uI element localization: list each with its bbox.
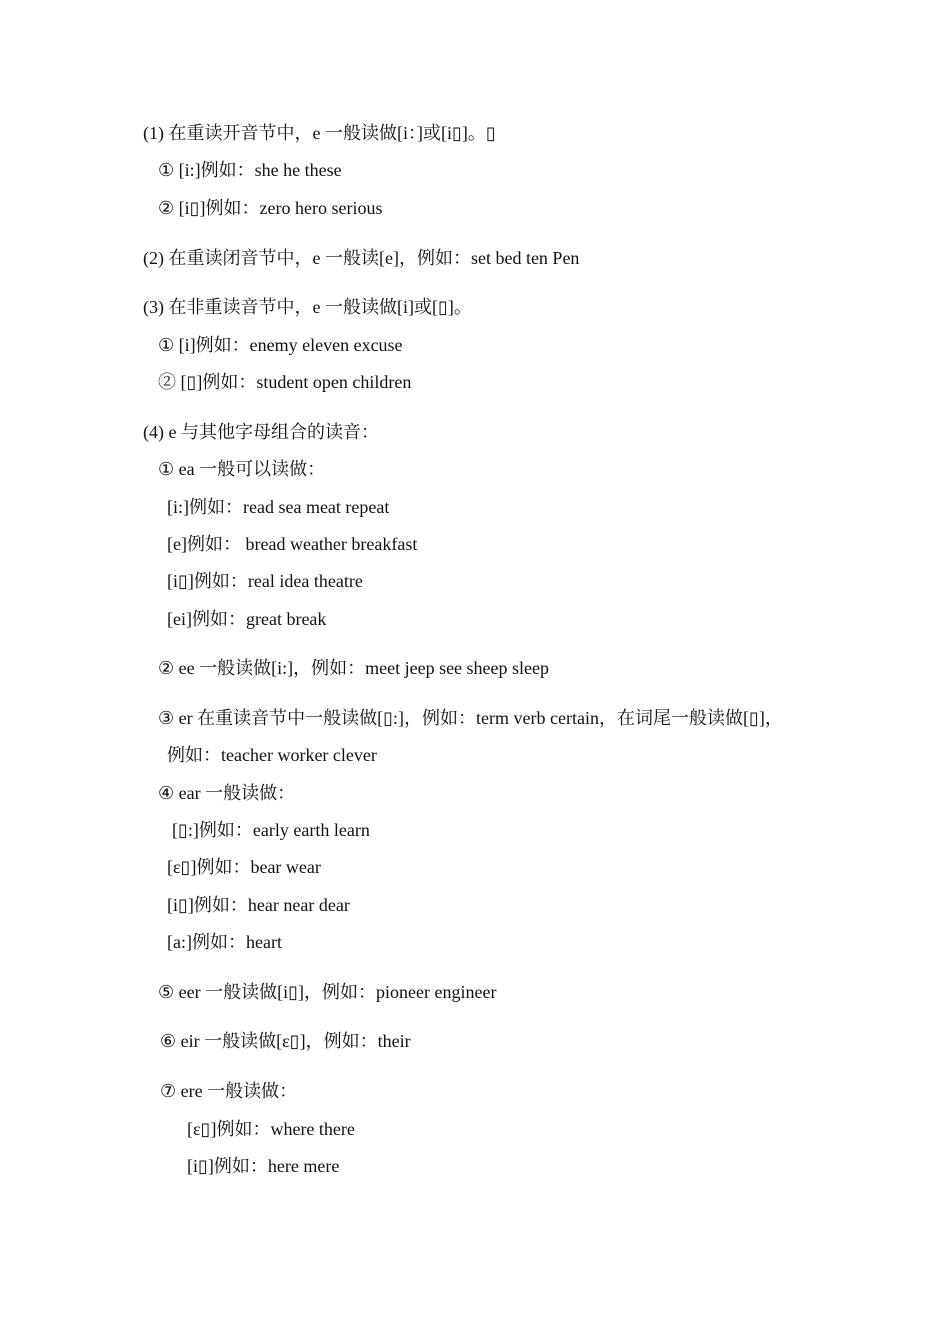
eer-rule: ⑤ eer 一般读做[i▯]，例如：pioneer engineer	[158, 982, 497, 1002]
rule-3-item-1: ① [i]例如：enemy eleven excuse	[158, 335, 403, 355]
rule-1-heading: (1) 在重读开音节中，e 一般读做[i：]或[i▯]。▯	[143, 123, 496, 143]
rule-3-item-2: ② [▯]例如：student open children	[158, 372, 412, 392]
er-examples: 例如：teacher worker clever	[167, 745, 377, 765]
ea-example-1: [i:]例如：read sea meat repeat	[167, 497, 390, 517]
ear-example-1: [▯:]例如：early earth learn	[172, 820, 370, 840]
ea-example-2: [e]例如： bread weather breakfast	[167, 534, 418, 554]
rule-2-heading: (2) 在重读闭音节中，e 一般读[e]，例如：set bed ten Pen	[143, 248, 580, 268]
ea-example-3: [i▯]例如：real idea theatre	[167, 571, 363, 591]
ear-example-4: [a:]例如：heart	[167, 932, 282, 952]
ee-rule: ② ee 一般读做[i:]，例如：meet jeep see sheep sleep	[158, 658, 550, 678]
er-rule: ③ er 在重读音节中一般读做[▯:]，例如：term verb certain，在词尾一般读做[▯]，	[158, 708, 783, 728]
eir-rule: ⑥ eir 一般读做[ε▯]，例如：their	[160, 1031, 411, 1051]
ea-heading: ① ea 一般可以读做：	[158, 459, 326, 479]
ere-example-2: [i▯]例如：here mere	[187, 1156, 340, 1176]
ea-example-4: [ei]例如：great break	[167, 609, 327, 629]
ear-heading: ④ ear 一般读做：	[158, 783, 296, 803]
rule-4-heading: (4) e 与其他字母组合的读音：	[143, 422, 379, 442]
rule-1-item-2: ② [i▯]例如：zero hero serious	[158, 198, 383, 218]
ere-heading: ⑦ ere 一般读做：	[160, 1081, 298, 1101]
rule-3-heading: (3) 在非重读音节中，e 一般读做[i]或[▯]。	[143, 297, 472, 317]
rule-1-item-1: ① [i:]例如：she he these	[158, 160, 342, 180]
ear-example-3: [i▯]例如：hear near dear	[167, 895, 350, 915]
ere-example-1: [ε▯]例如：where there	[187, 1119, 355, 1139]
ear-example-2: [ε▯]例如：bear wear	[167, 857, 321, 877]
